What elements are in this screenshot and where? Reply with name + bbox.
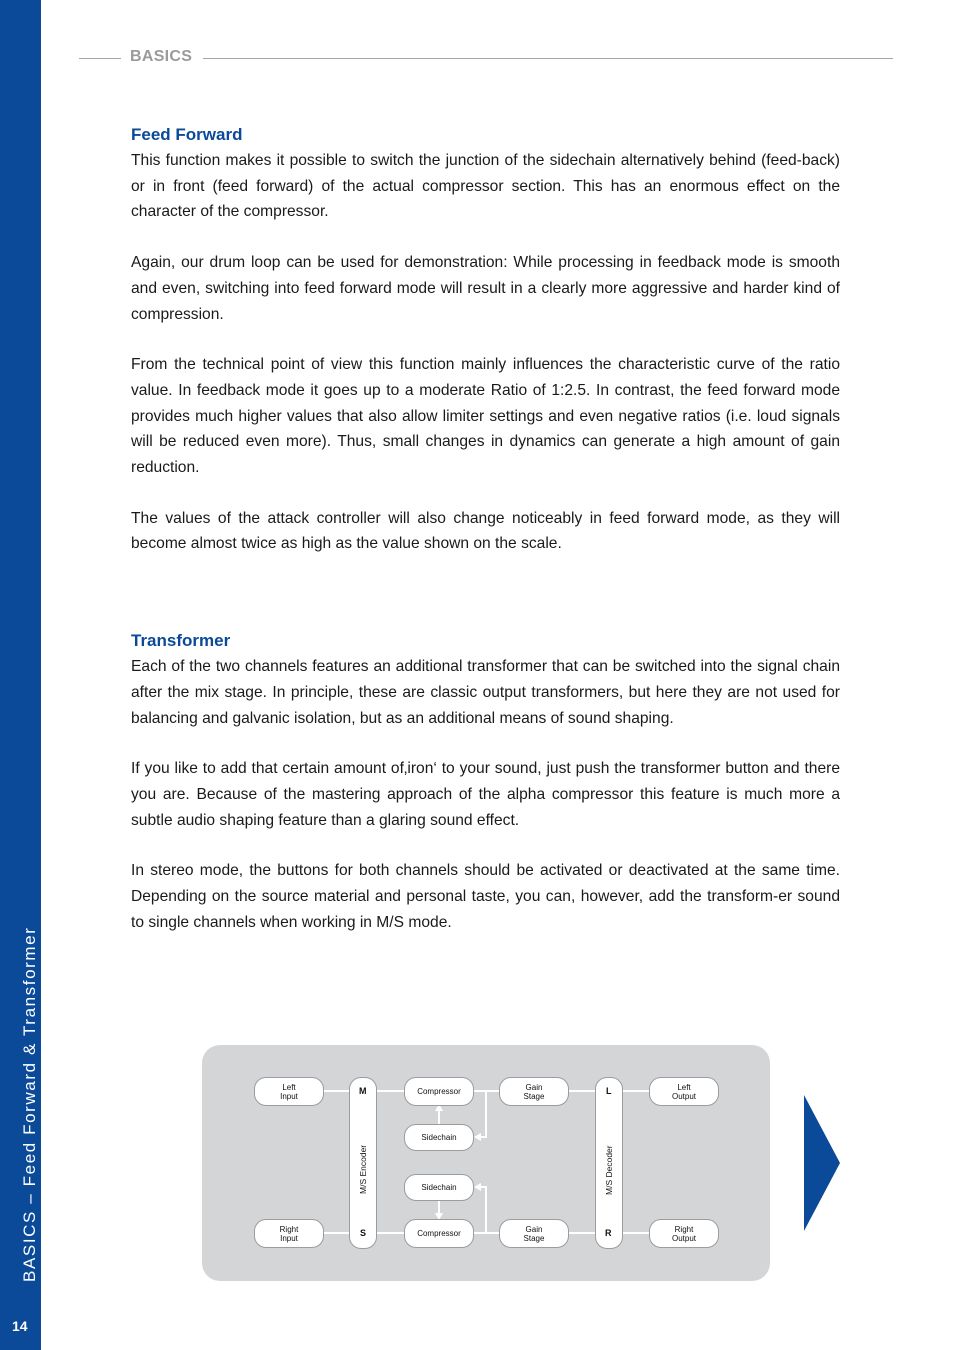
encoder-m-label: M [359, 1086, 367, 1096]
left-input-node: Left Input [254, 1077, 324, 1106]
paragraph: This function makes it possible to switch the junction of the sidechain alternatively behind (feed-back) or in front (feed forward) of the actual compressor section. This has an enormous effect on the character of the compressor. [131, 152, 840, 221]
gain-stage-top-node: Gain Stage [499, 1077, 569, 1106]
paragraph: In stereo mode, the buttons for both channels should be activated or deactivated at the same time. Depending on the source material and personal taste, you can, however, add the transform-er sound to single channels when working in M/S mode. [131, 862, 840, 931]
right-output-node: Right Output [649, 1219, 719, 1248]
decoder-label: M/S Decoder [604, 1145, 614, 1195]
encoder-label: M/S Encoder [358, 1144, 368, 1194]
paragraph: The values of the attack controller will also change noticeably in feed forward mode, as they will become almost twice as high as the value shown on the scale. [131, 509, 840, 553]
gain-stage-bottom-node: Gain Stage [499, 1219, 569, 1248]
decoder-l-label: L [606, 1086, 612, 1096]
paragraph: From the technical point of view this function mainly influences the characteristic curve of the ratio value. In feedback mode it goes up to a moderate Ratio of 1:2.5. In contrast, the feed forward mode provides much higher values that also allow limiter settings and even negative ratios (i.e. loud signals will be reduced even more). Thus, small changes in dynamics can generate a high amount of gain reduction. [131, 356, 840, 477]
sidebar-vertical-title: BASICS – Feed Forward & Transformer [20, 926, 39, 1282]
paragraph: Each of the two channels features an additional transformer that can be switched into the signal chain after the mix stage. In principle, these are classic output transformers, but here they are not used for balancing and galvanic isolation, but as an additional means of sound shaping. [131, 658, 840, 727]
compressor-bottom-node: Compressor [404, 1219, 474, 1248]
paragraph: If you like to add that certain amount of‚iron‘ to your sound, just push the transformer button and there you are. Because of the mastering approach of the alpha compressor this feature is much more a subtle audio shaping feature than a glaring sound effect. [131, 760, 840, 829]
encoder-s-label: S [360, 1228, 367, 1238]
sidechain-bottom-node: Sidechain [404, 1174, 474, 1201]
decoder-r-label: R [605, 1228, 612, 1238]
sidechain-top-node: Sidechain [404, 1124, 474, 1151]
section-label: BASICS [130, 48, 193, 65]
compressor-top-node: Compressor [404, 1077, 474, 1106]
left-output-node: Left Output [649, 1077, 719, 1106]
page-number: 14 [12, 1318, 28, 1334]
paragraph: Again, our drum loop can be used for demonstration: While processing in feedback mode is smooth and even, switching into feed forward mode will result in a clearly more aggressive and harder kind of compression. [131, 254, 840, 323]
next-page-arrow-icon [804, 1095, 840, 1231]
right-input-node: Right Input [254, 1219, 324, 1248]
transformer-heading: Transformer [131, 631, 231, 651]
feed-forward-heading: Feed Forward [131, 125, 243, 144]
